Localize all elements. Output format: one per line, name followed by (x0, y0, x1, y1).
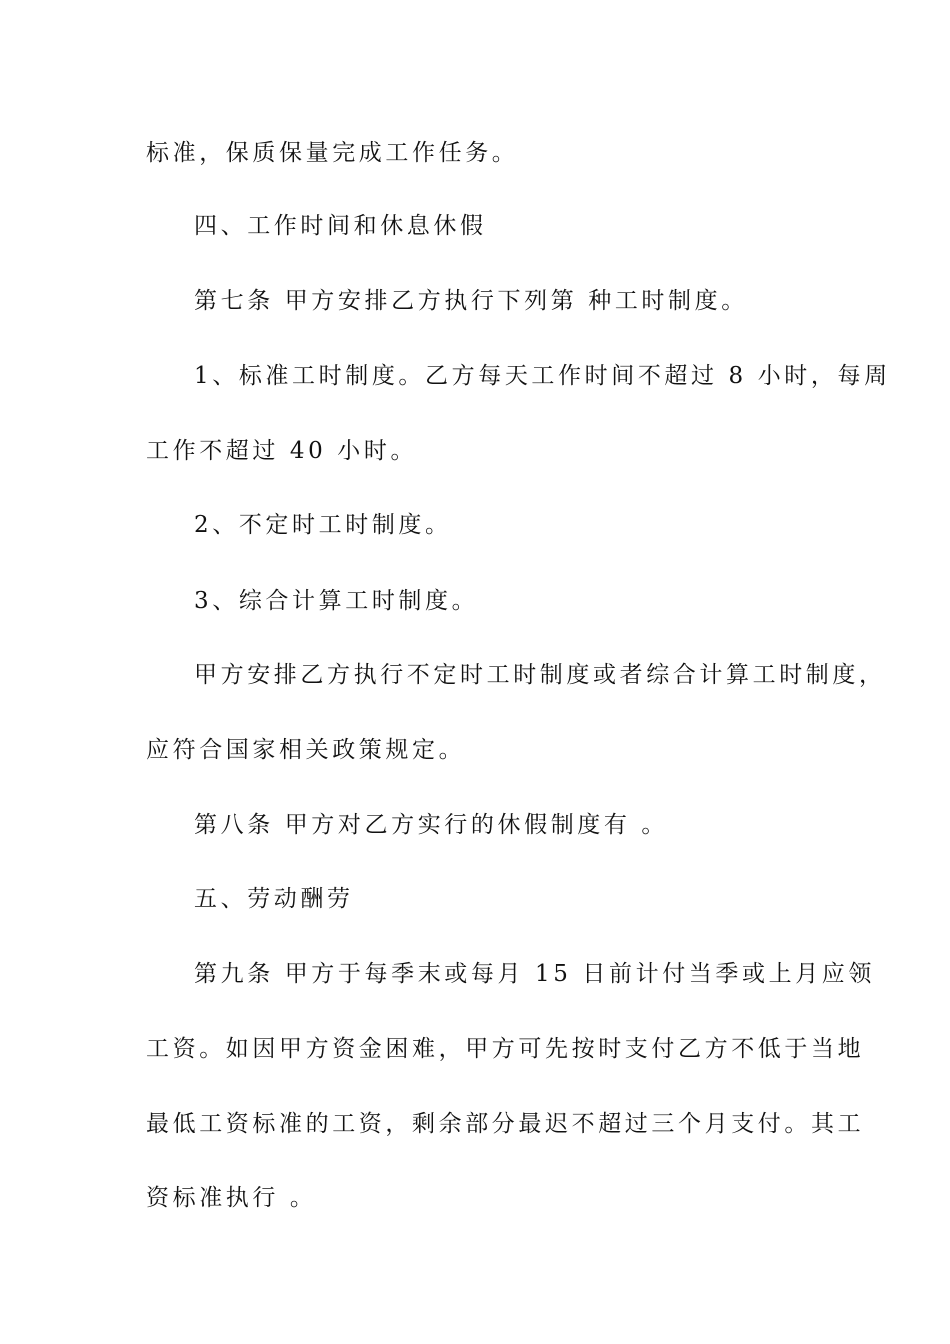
article-heading: 第七条 甲方安排乙方执行下列第 种工时制度。 (194, 288, 748, 314)
article-heading: 第九条 甲方于每季末或每月 15 日前计付当季或上月应领 (194, 961, 875, 987)
text-line: 最低工资标准的工资，剩余部分最迟不超过三个月支付。其工 (146, 1111, 865, 1137)
text-line: 工资。如因甲方资金困难，甲方可先按时支付乙方不低于当地 (146, 1036, 865, 1062)
text-line: 甲方安排乙方执行不定时工时制度或者综合计算工时制度， (194, 662, 886, 688)
text-line: 1、标准工时制度。乙方每天工作时间不超过 8 小时，每周 (194, 363, 891, 389)
text-line: 标准，保质保量完成工作任务。 (146, 140, 519, 166)
text-line: 2、不定时工时制度。 (194, 512, 452, 538)
text-line: 3、综合计算工时制度。 (194, 588, 479, 614)
article-heading: 第八条 甲方对乙方实行的休假制度有 。 (194, 812, 669, 838)
text-line: 资标准执行 。 (146, 1185, 317, 1211)
section-heading: 五、劳动酬劳 (194, 886, 354, 912)
section-heading: 四、工作时间和休息休假 (194, 213, 487, 239)
text-line: 工作不超过 40 小时。 (146, 438, 418, 464)
text-line: 应符合国家相关政策规定。 (146, 737, 466, 763)
